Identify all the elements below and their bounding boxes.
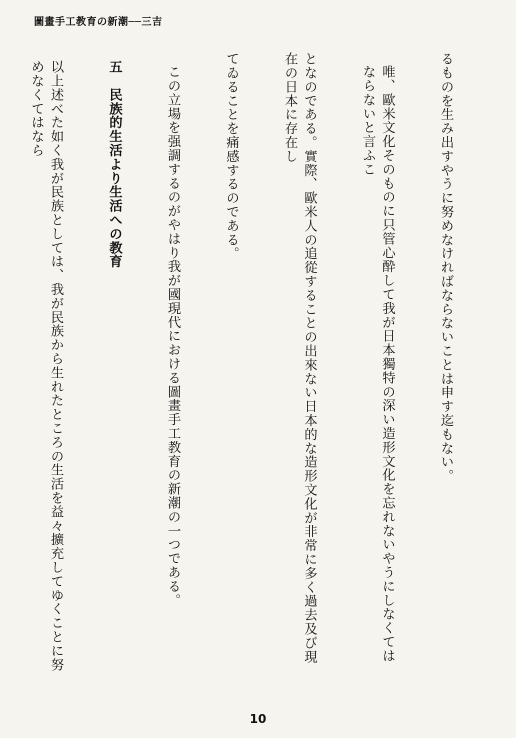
text-column: この立場を强調するのがやはり我が國現代における圖畫手工教育の新潮の一つである。	[165, 65, 180, 608]
section-heading: 五 民族的生活より生活への教育	[106, 60, 122, 269]
text-column: 以上述べた如く我が民族としては、我が民族から生れたところの生活を益々擴充してゆくことに努めなくてはなら	[28, 60, 63, 672]
running-header: 圖畫手工教育の新潮──三吉	[34, 17, 163, 28]
text-column: てゐることを痛感するのである。	[223, 52, 239, 261]
text-column: となのである。實際、歐米人の追從することの出來ない日本的な造形文化が非常に多く過去及び現在の日本に存在し	[282, 52, 317, 664]
vertical-body-text	[24, 52, 494, 672]
text-column: るものを生み出すやうに努めなければならないことは申す迄もない。	[438, 52, 453, 483]
text-column: 唯、歐米文化そのものに只管心酔して我が日本獨特の深い造形文化を忘れないやうにしなくてはならないと言ふこ	[360, 65, 395, 663]
page-number: 10	[249, 712, 267, 726]
